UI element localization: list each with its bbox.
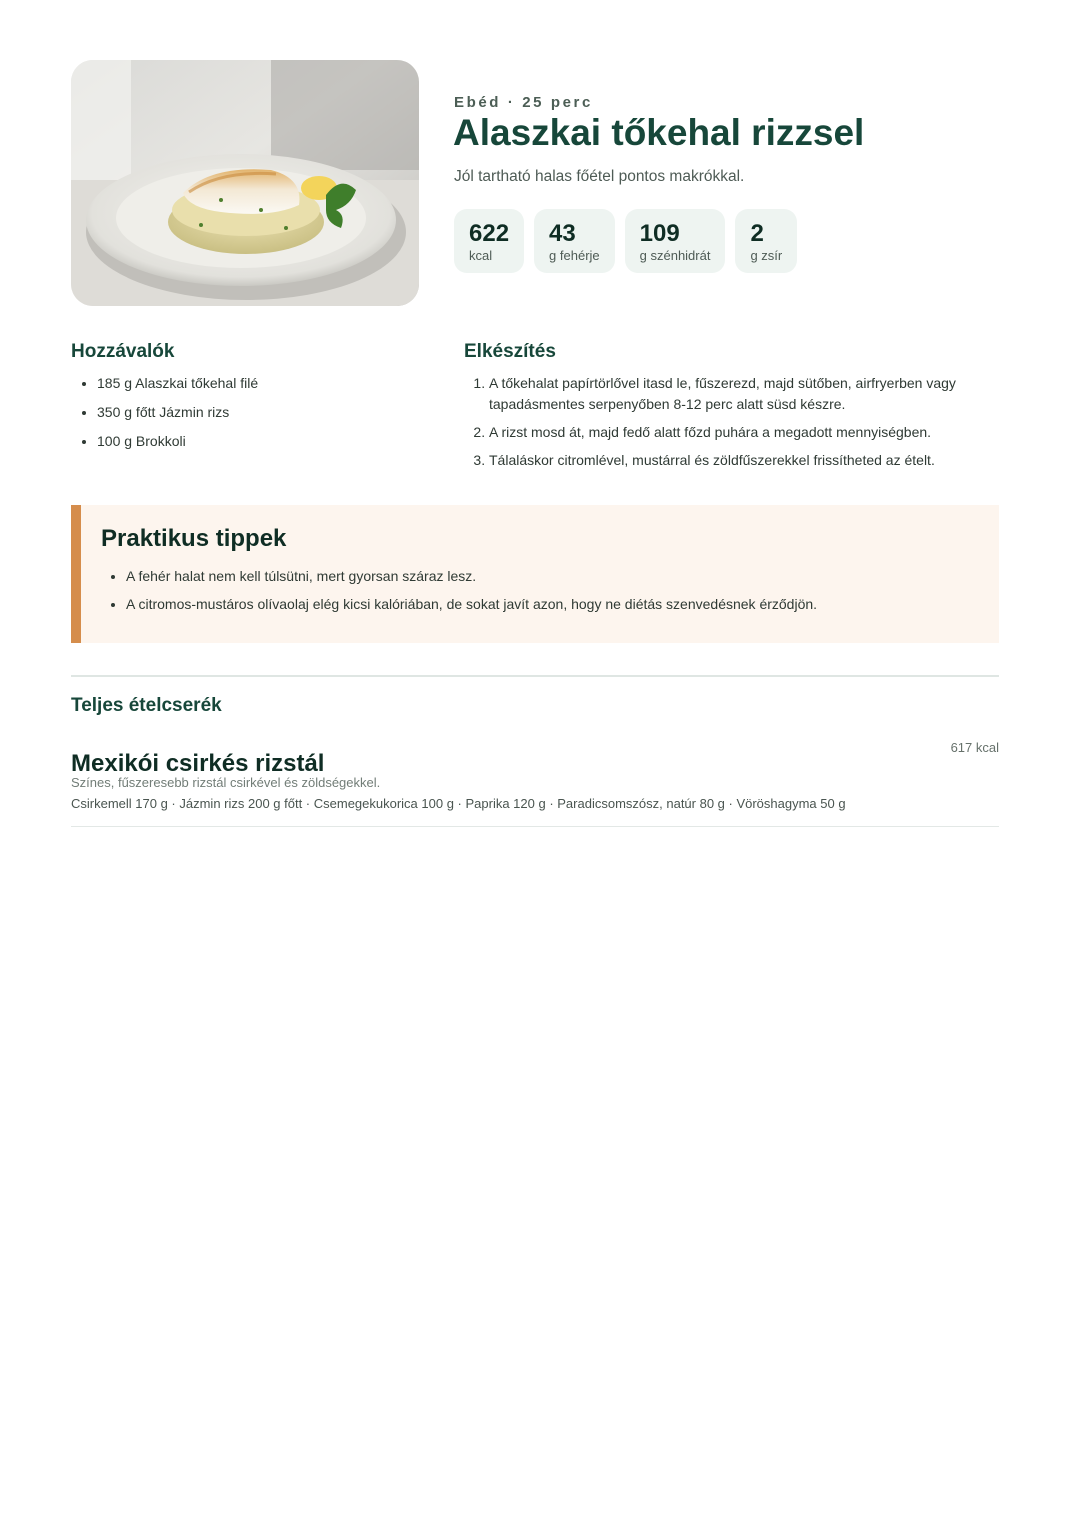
stat-value: 2 xyxy=(750,220,764,247)
list-item: 1. A tőkehalat papírtörlővel itasd le, fűszerezd, majd sütőben, airfryerben vagy tapadásmentes serpenyőben 8-12 perc alatt süsd készre. xyxy=(489,373,1024,415)
stat-unit: g fehérje xyxy=(549,248,600,263)
swap-ingredients: Csirkemell 170 g · Jázmin rizs 200 g főtt · Csemegekukorica 100 g · Paprika 120 g · Paradicsomszósz, natúr 80 g · Vöröshagyma 50 g xyxy=(71,796,846,811)
recipe-meta: Ebéd · 25 perc xyxy=(454,94,593,111)
section-divider xyxy=(71,826,999,827)
section-divider xyxy=(71,675,999,677)
stat-unit: g szénhidrát xyxy=(639,248,711,263)
swaps-heading: Teljes ételcserék xyxy=(71,695,222,716)
tips-list xyxy=(101,566,1006,622)
macro-stats xyxy=(454,209,797,273)
swap-description: Színes, fűszeresebb rizstál csirkével és zöldségekkel. xyxy=(71,775,381,790)
stat-unit: g zsír xyxy=(750,248,783,263)
recipe-subtitle: Jól tartható halas főétel pontos makrókkal. xyxy=(454,168,745,185)
ingredients-list xyxy=(71,373,457,460)
stat-value: 622 xyxy=(469,220,510,247)
recipe-photo xyxy=(71,60,419,306)
stat-carbs xyxy=(625,209,726,273)
stat-unit: kcal xyxy=(469,248,493,263)
plated-fish-photo-icon xyxy=(71,60,419,306)
list-item: 3. Tálaláskor citromlével, mustárral és zöldfűszerekkel frissítheted az ételt. xyxy=(489,450,1024,471)
preparation-steps xyxy=(464,373,1024,478)
swap-kcal: 617 kcal xyxy=(950,740,999,755)
tips-box xyxy=(71,505,999,643)
list-item: • 185 g Alaszkai tőkehal filé xyxy=(97,373,457,393)
stat-protein xyxy=(534,209,615,273)
stat-fat xyxy=(735,209,797,273)
list-item: 2. A rizst mosd át, majd fedő alatt főzd puhára a megadott mennyiségben. xyxy=(489,422,1024,443)
stat-kcal xyxy=(454,209,524,273)
list-item: • 100 g Brokkoli xyxy=(97,431,457,451)
stat-value: 43 xyxy=(549,220,576,247)
stat-value: 109 xyxy=(639,220,680,247)
recipe-title: Alaszkai tőkehal rizzsel xyxy=(453,112,865,153)
preparation-heading: Elkészítés xyxy=(464,341,556,362)
list-item: • A fehér halat nem kell túlsütni, mert gyorsan száraz lesz. xyxy=(126,566,1006,586)
list-item: • 350 g főtt Jázmin rizs xyxy=(97,402,457,422)
tips-heading: Praktikus tippek xyxy=(101,525,287,552)
swap-title: Mexikói csirkés rizstál xyxy=(71,750,325,777)
list-item: • A citromos-mustáros olívaolaj elég kicsi kalóriában, de sokat javít azon, hogy ne diétás szenvedésnek érződjön. xyxy=(126,594,1006,614)
ingredients-heading: Hozzávalók xyxy=(71,341,175,362)
